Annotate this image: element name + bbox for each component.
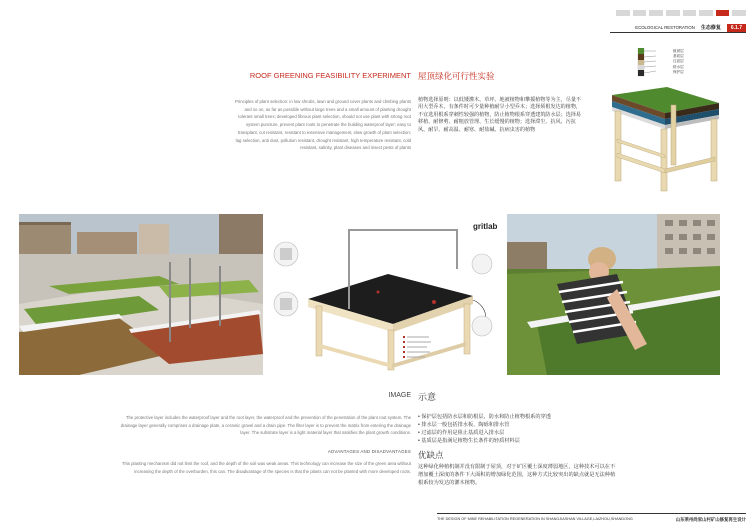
section-title-cn: 生态修复 xyxy=(700,25,721,31)
image-section-text-en: The protective layer includes the waterproof layer and the root layer, the waterproof and the prevention of the penetration of the plant root system. The drainage layer generally comprises a drainage plate, a ceramic gravel and a drain pipe. The filter layer is to prevent the matrix from entering the drainage layer. The substrate layer is a light material layer that satisfies the plant growth conditions. xyxy=(120,415,411,436)
intro-text-cn: 植物选择原则：以低矮灌木、草坪、地被植物和攀援植物等为主，尽量不用大型乔木，有条件时可少量种植耐旱小型乔木；选择须根发达的植物，不宜选用根系穿刺性较强的植物，防止植物根系穿透建筑防水层；选择易移植、耐修剪、耐粗放管理、生长缓慢的植物；选择滞尘、抗风、污抗风、耐旱、耐高温、耐寒、耐盐碱、抗病虫害的植物 xyxy=(418,97,582,133)
strip-segment-active xyxy=(716,10,730,16)
layer-label: 保护层 xyxy=(673,69,684,74)
advantages-heading-en: ADVANTAGES AND DISADVANTAGES xyxy=(327,449,411,454)
strip-segment xyxy=(649,10,663,16)
list-item: • 基质层是指满足植物生长条件的轻质材料层 xyxy=(418,437,618,445)
gritlab-logo: gritlab xyxy=(473,222,498,231)
layer-label: 植被层 xyxy=(673,49,684,53)
section-title-en: ECOLOGICAL RESTORATION xyxy=(635,25,695,30)
strip-segment xyxy=(683,10,697,16)
rooftop-planters-photo xyxy=(19,214,263,375)
page-number-badge: 6.1.7 xyxy=(727,24,746,32)
page-title-en: ROOF GREENING FEASIBILITY EXPERIMENT xyxy=(249,71,411,80)
strip-segment xyxy=(666,10,680,16)
footer-text-en: THE DESIGN OF MINE REHABILITATION REGENERATION IN SHANGJIASHAN VILLAGE,LAIZHOU,SHANDONG xyxy=(437,517,633,521)
advantages-heading-cn: 优缺点 xyxy=(418,450,444,460)
page-footer xyxy=(437,513,746,523)
image-section-heading-cn: 示意 xyxy=(418,392,437,402)
image-section-heading-en: IMAGE xyxy=(388,392,411,399)
footer-text-cn: 山东莱州尚家山村矿山修复再生设计 xyxy=(675,517,746,522)
page-header xyxy=(610,23,746,33)
gritlab-diagram xyxy=(268,214,502,375)
advantages-text-en: This planting mechanism did not limit the roof, and the depth of the soil was weak areas. This technology can increase the size of the green area without increasing the depth of the overburden, this can. The disadvantage of the species is that the plants can not be planted with more developed roots. xyxy=(121,461,411,474)
layer-stack-graphic xyxy=(636,48,666,78)
strip-segment xyxy=(633,10,647,16)
layer-label: 基质层 xyxy=(673,54,684,59)
layer-label: 排水层 xyxy=(673,64,684,69)
list-item: • 过滤层的作用是阻止基质进入排水层 xyxy=(418,429,618,437)
intro-text-en: Principles of plant selection: in low shrubs, lawn and ground cover plants and climbing plants and so on, as far as possible without large trees and a small amount of planting drought tolerant small trees; developed fibrous plant selection, should not use plant with strong root system puncture, prevent plant roots to penetrate the building waterproof layer; easy to transplant, cut resistant, resistant to extensive management, slow growth of plant selection; lag selection, anti dust, pollution resistant, drought resistant, high temperature resistant, cold resistant, salinity, plant diseases and insect pests of plants xyxy=(234,99,411,151)
image-section-list-cn xyxy=(418,413,618,445)
planter-3d-model xyxy=(607,85,727,195)
list-item: • 排水层一般包括排水板、陶砾和排水管 xyxy=(418,421,618,429)
layer-label: 过滤层 xyxy=(673,59,684,64)
person-planting-photo xyxy=(507,214,720,375)
strip-segment xyxy=(616,10,630,16)
strip-segment xyxy=(732,10,746,16)
strip-segment xyxy=(699,10,713,16)
advantages-text-cn: 这种绿化种植机制并没有限制于屋顶，对于矿区覆土深度薄弱地区，这种技术可以在不增加覆土深度的条件下大面积的增加绿化范围，这种方式比较突出的缺点就是无法种植根系较为发达的灌木植物。 xyxy=(418,464,616,486)
page-title-cn: 屋顶绿化可行性实验 xyxy=(418,71,495,81)
list-item: • 保护层包括防水层和防根层，防水和防止植物根系的穿透 xyxy=(418,413,618,421)
top-color-strip xyxy=(616,10,746,18)
layer-labels xyxy=(673,49,684,75)
